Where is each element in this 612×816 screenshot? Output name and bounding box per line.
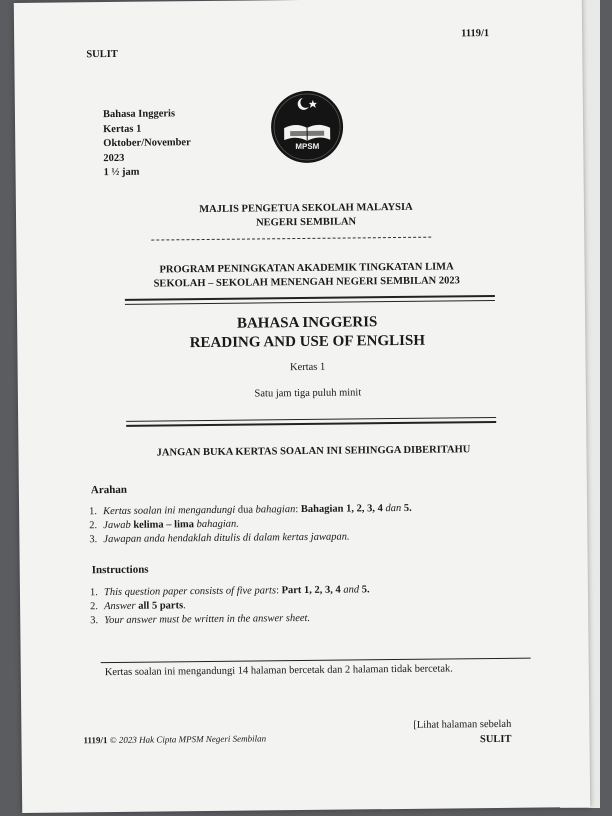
warning-text: JANGAN BUKA KERTAS SOALAN INI SEHINGGA DIBERITAHU (156, 444, 471, 459)
paper-number: Kertas 1 (289, 361, 326, 374)
header-code: 1119/1 (461, 28, 490, 40)
meta-duration: 1 ½ jam (103, 166, 140, 179)
meta-year: 2023 (103, 152, 125, 164)
list-item: 2. Answer all 5 parts. (90, 600, 186, 613)
footer-next-page: [Lihat halaman sebelah (413, 718, 512, 731)
arahan-heading: Arahan (90, 483, 128, 497)
list-item: 2. Jawab kelima – lima bahagian. (89, 518, 239, 532)
instructions-list (90, 583, 370, 628)
pages-note: Kertas soalan ini mengandungi 14 halaman bercetak dan 2 halaman tidak bercetak. (104, 663, 453, 679)
footer-copyright (83, 733, 266, 745)
paper-title (127, 312, 487, 354)
instructions-heading: Instructions (91, 563, 149, 577)
title-rule-top-thin (125, 300, 495, 305)
list-item: 1. Kertas soalan ini mengandungi dua bahagian: Bahagian 1, 2, 3, 4 dan 5. (89, 502, 412, 518)
title-rule-bottom (126, 421, 496, 427)
list-item: 3. Jawapan anda hendaklah ditulis di dalam kertas jawapan. (89, 531, 350, 546)
meta-paper: Kertas 1 (103, 123, 142, 135)
title-line2: READING AND USE OF ENGLISH (189, 332, 426, 352)
footer-right (413, 717, 511, 748)
footer-code: 1119/1 (83, 735, 108, 746)
meta-subject: Bahasa Inggeris (102, 108, 176, 121)
council-line2: NEGERI SEMBILAN (255, 216, 357, 229)
mpsm-crest-icon (270, 90, 345, 165)
logo-text: MPSM (295, 141, 320, 152)
arahan-list (89, 502, 412, 547)
meta-session: Oktober/November (103, 137, 191, 150)
list-item: 3. Your answer must be written in the answer sheet. (90, 612, 311, 627)
paper-duration: Satu jam tiga puluh minit (254, 387, 362, 400)
program-line1: PROGRAM PENINGKATAN AKADEMIK TINGKATAN LIMA (159, 261, 454, 276)
dashed-divider (151, 237, 431, 241)
footer-sulit: SULIT (479, 733, 512, 746)
program-line2: SEKOLAH – SEKOLAH MENENGAH NEGERI SEMBILAN 2023 (153, 275, 460, 290)
exam-meta (103, 107, 191, 180)
header-sulit: SULIT (86, 48, 118, 61)
exam-cover-page (14, 0, 590, 813)
list-item: 1. This question paper consists of five parts: Part 1, 2, 3, 4 and 5. (89, 584, 370, 599)
council-name (166, 200, 446, 231)
program-name (127, 260, 487, 292)
council-line1: MAJLIS PENGETUA SEKOLAH MALAYSIA (199, 201, 413, 216)
footer-copyright-text: © 2023 Hak Cipta MPSM Negeri Sembilan (107, 733, 267, 746)
title-line1: BAHASA INGGERIS (236, 314, 378, 332)
footer-rule (101, 658, 531, 664)
